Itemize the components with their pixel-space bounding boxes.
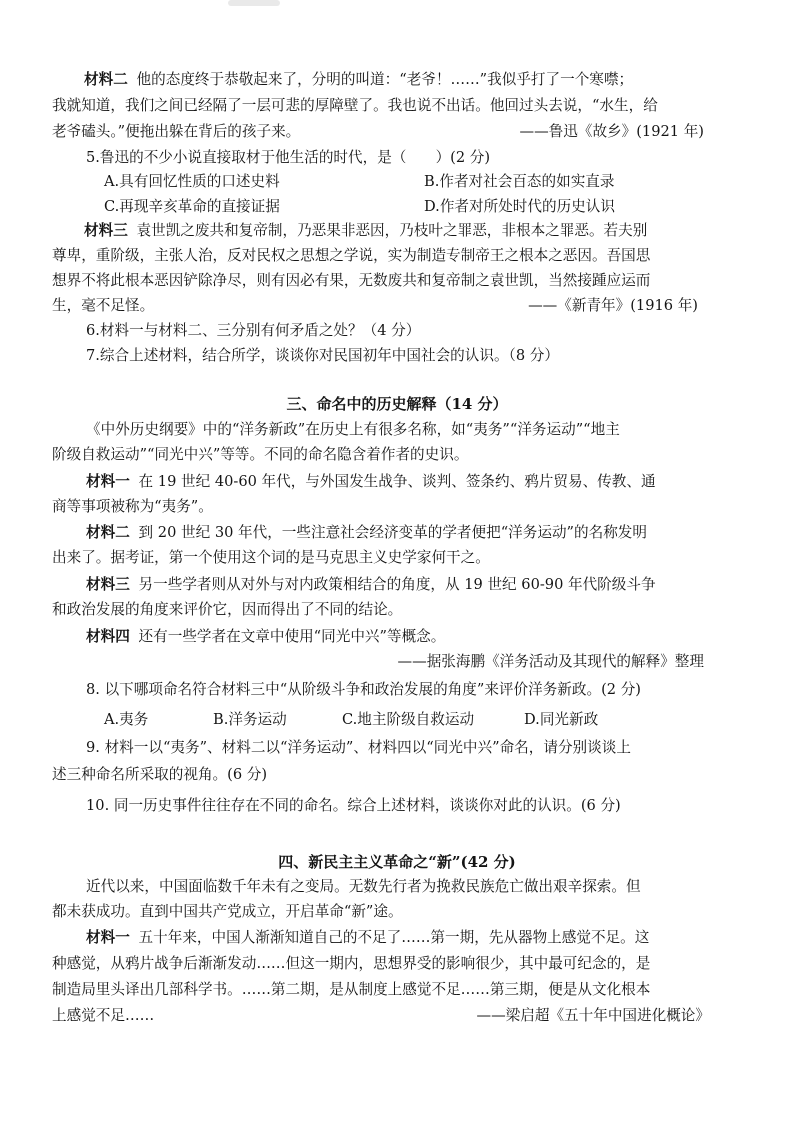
- question-8-option-b: B.洋务运动: [213, 711, 287, 728]
- s3-material2-line-2: 出来了。据考证，第一个使用这个词的是马克思主义史学家何干之。: [52, 549, 490, 566]
- s3-material3-text-1: 另一些学者则从对外与对内政策相结合的角度，从 19 世纪 60-90 年代阶级斗争: [138, 576, 656, 593]
- s3-material4-line-1: [86, 627, 445, 647]
- question-10: 10. 同一历史事件往往存在不同的命名。综合上述材料，谈谈你对此的认识。(6 分): [86, 797, 621, 814]
- section-3-source: ——据张海鹏《洋务活动及其现代的解释》整理: [397, 653, 704, 670]
- s3-material1-line-2: 商等事项被称为“夷务”。: [52, 498, 213, 515]
- section-4-source: ——梁启超《五十年中国进化概论》: [476, 1007, 710, 1024]
- section-3-title: 三、命名中的历史解释（14 分）: [286, 395, 508, 413]
- question-8-option-d: D.同光新政: [524, 711, 599, 728]
- s3-material2-tag: 材料二: [86, 524, 130, 541]
- question-8-option-a: A.夷务: [104, 711, 149, 728]
- material3-source: ——《新青年》(1916 年): [528, 297, 698, 314]
- material3-line-3: 想界不将此根本恶因铲除净尽，则有因必有果，无数废共和复帝制之袁世凯，当然接踵应运而: [52, 272, 651, 289]
- material3-line-4: 生，毫不足怪。: [52, 297, 155, 314]
- material3-line-2: 尊卑，重阶级，主张人治，反对民权之思想之学说，实为制造专制帝王之根本之恶因。吾国思: [52, 247, 651, 264]
- material2-tag: 材料二: [84, 71, 128, 88]
- question-8-stem: 8. 以下哪项命名符合材料三中“从阶级斗争和政治发展的角度”来评价洋务新政。(2 分): [86, 681, 641, 698]
- s3-material1-line-1: [86, 472, 656, 492]
- question-7: 7.综合上述材料，结合所学，谈谈你对民国初年中国社会的认识。（8 分）: [86, 347, 559, 364]
- question-5-option-d: D.作者对所处时代的历史认识: [424, 198, 615, 215]
- question-5-option-c: C.再现辛亥革命的直接证据: [104, 198, 280, 215]
- s3-material3-tag: 材料三: [86, 576, 130, 593]
- material3-line-1: [84, 221, 647, 241]
- section-3-intro-1: 《中外历史纲要》中的“洋务新政”在历史上有很多名称，如“夷务”“洋务运动”“地主: [86, 421, 620, 438]
- material3-tag: 材料三: [84, 222, 128, 239]
- question-9-line-1: 9. 材料一以“夷务”、材料二以“洋务运动”、材料四以“同光中兴”命名，请分别谈谈上: [86, 739, 631, 756]
- question-5-option-b: B.作者对社会百态的如实直录: [424, 173, 615, 190]
- question-5-option-a: A.具有回忆性质的口述史料: [104, 173, 280, 190]
- s3-material2-text-1: 到 20 世纪 30 年代，一些注意社会经济变革的学者便把“洋务运动”的名称发明: [138, 524, 647, 541]
- s3-material1-tag: 材料一: [86, 473, 130, 490]
- material2-source: ——鲁迅《故乡》(1921 年): [519, 123, 704, 140]
- s3-material3-line-2: 和政治发展的角度来评价它，因而得出了不同的结论。: [52, 601, 403, 618]
- material3-text-1: 袁世凯之废共和复帝制，乃恶果非恶因，乃枝叶之罪恶，非根本之罪恶。若夫别: [136, 222, 648, 239]
- s3-material4-tag: 材料四: [86, 628, 130, 645]
- question-6: 6.材料一与材料二、三分别有何矛盾之处？（4 分）: [86, 322, 421, 339]
- s4-material1-line-4: 上感觉不足……: [52, 1007, 155, 1024]
- question-5-stem: 5.鲁迅的不少小说直接取材于他生活的时代，是（ ）(2 分): [86, 149, 491, 166]
- section-4-intro-1: 近代以来，中国面临数千年未有之变局。无数先行者为挽救民族危亡做出艰辛探索。但: [86, 878, 641, 895]
- material2-line-2: 我就知道，我们之间已经隔了一层可悲的厚障壁了。我也说不出话。他回过头去说，“水生，给: [52, 97, 658, 114]
- material2-line-3: 老爷磕头。”便拖出躲在背后的孩子来。: [52, 123, 301, 140]
- question-8-option-c: C.地主阶级自救运动: [342, 711, 475, 728]
- s4-material1-line-3: 制造局里头译出几部科学书。……第二期，是从制度上感觉不足……第三期，便是从文化根本: [52, 981, 651, 998]
- material2-text-1: 他的态度终于恭敬起来了，分明的叫道：“老爷！……”我似乎打了一个寒噤；: [136, 71, 634, 88]
- material2-line-1: [84, 70, 633, 90]
- s3-material4-text-1: 还有一些学者在文章中使用“同光中兴”等概念。: [138, 628, 446, 645]
- section-4-title: 四、新民主主义革命之“新”(42 分): [278, 853, 516, 871]
- scan-smudge: [228, 0, 280, 6]
- s4-material1-line-1: [86, 928, 649, 948]
- s3-material1-text-1: 在 19 世纪 40-60 年代，与外国发生战争、谈判、签条约、鸦片贸易、传教、通: [138, 473, 656, 490]
- section-4-intro-2: 都未获成功。直到中国共产党成立，开启革命“新”途。: [52, 903, 403, 920]
- s3-material3-line-1: [86, 575, 656, 595]
- s4-material1-line-2: 种感觉，从鸦片战争后渐渐发动……但这一期内，思想界受的影响很少，其中最可纪念的，是: [52, 955, 651, 972]
- s4-material1-tag: 材料一: [86, 929, 130, 946]
- s3-material2-line-1: [86, 523, 647, 543]
- question-9-line-2: 述三种命名所采取的视角。(6 分): [52, 766, 268, 783]
- section-3-intro-2: 阶级自救运动”“同光中兴”等等。不同的命名隐含着作者的史识。: [52, 446, 469, 463]
- s4-material1-text-1: 五十年来，中国人渐渐知道自己的不足了……第一期，先从器物上感觉不足。这: [138, 929, 650, 946]
